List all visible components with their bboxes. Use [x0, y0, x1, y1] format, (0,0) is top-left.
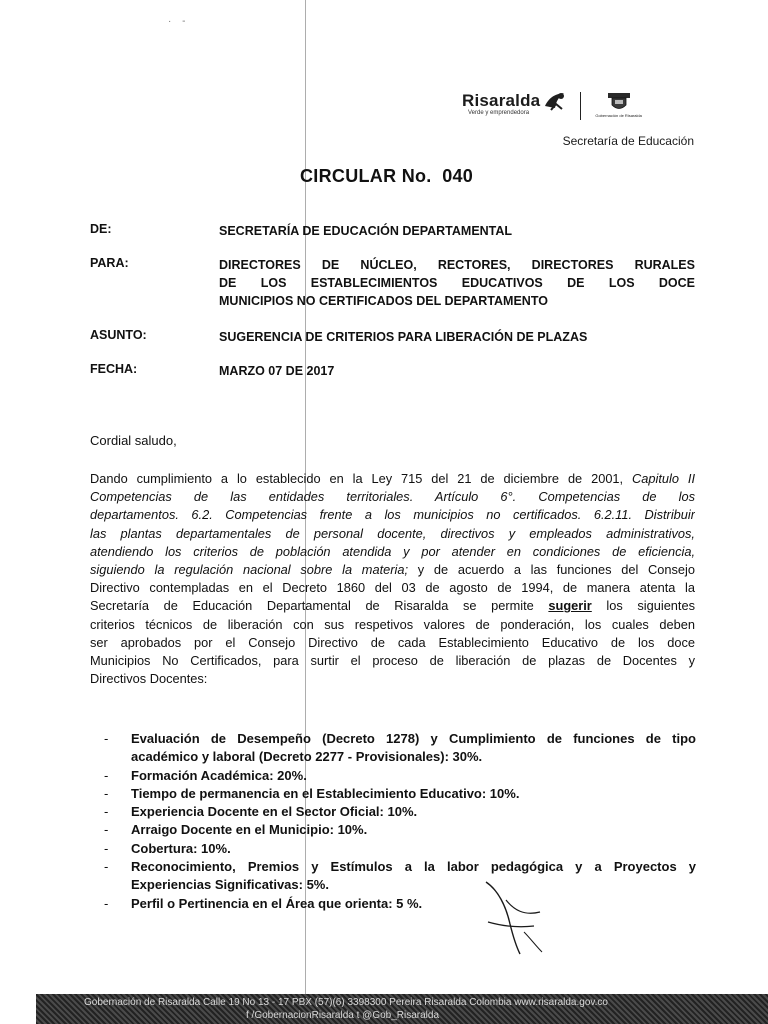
list-item-text: Formación Académica: 20%. [131, 767, 307, 783]
crest-caption: Gobernación de Risaralda [595, 113, 642, 118]
footer-band [36, 994, 768, 1024]
bullet-dash: - [104, 731, 109, 746]
list-item [104, 785, 696, 803]
bullet-dash: - [104, 895, 109, 911]
to-label: PARA: [90, 256, 129, 270]
list-item-text: Cobertura: 10%. [131, 840, 231, 856]
body-line [90, 543, 695, 561]
greeting: Cordial saludo, [90, 433, 177, 448]
list-item-text: Perfil o Pertinencia en el Área que orienta: 5 %. [131, 895, 423, 911]
list-item [104, 895, 696, 913]
footer-social: f /GobernacionRisaralda t @Gob_Risaralda [246, 1010, 440, 1021]
body-line: Municipios No Certificados, para surtir el proceso de liberación de plazas de Docentes y [90, 652, 695, 668]
body-text-italic: Capitulo II [632, 471, 695, 486]
list-item-text [131, 858, 696, 895]
body-text: y de acuerdo a las funciones del Consejo [408, 561, 695, 577]
subject-label: ASUNTO: [90, 328, 147, 342]
body-line [90, 525, 695, 543]
list-item-text: Experiencia Docente en el Sector Oficial: 10%. [131, 804, 418, 820]
body-line [90, 488, 695, 506]
handwritten-signature [480, 876, 550, 956]
body-line [90, 597, 695, 615]
date-label: FECHA: [90, 362, 138, 376]
subject-value: SUGERENCIA DE CRITERIOS PARA LIBERACIÓN DE PLAZAS [219, 330, 588, 344]
list-item-line: académico y laboral (Decreto 2277 - Provisionales): 30%. [131, 749, 483, 765]
bullet-dash: - [104, 859, 109, 875]
circular-title: CIRCULAR No. 040 [300, 166, 474, 186]
to-line: MUNICIPIOS NO CERTIFICADOS DEL DEPARTAMENTO [219, 294, 548, 308]
to-line: DIRECTORES DE NÚCLEO, RECTORES, DIRECTORES RURALES [219, 258, 695, 272]
body-line: Directivo contempladas en el Decreto 1860 del 03 de agosto de 1994, de manera atenta la [90, 580, 695, 596]
bullet-dash: - [104, 767, 109, 783]
to-line: DE LOS ESTABLECIMIENTOS EDUCATIVOS DE LOS DOCE [219, 276, 695, 290]
body-line: Directivos Docentes: [90, 671, 208, 687]
body-text: Secretaría de Educación Departamental de Risaralda se permite [90, 598, 549, 614]
list-item [104, 767, 696, 785]
from-value: SECRETARÍA DE EDUCACIÓN DEPARTAMENTAL [219, 224, 513, 238]
footer-contact: Gobernación de Risaralda Calle 19 No 13 - 17 PBX (57)(6) 3398300 Pereira Risaralda Colombia www.risaralda.gov.co [84, 997, 608, 1008]
logo-figure-icon [542, 90, 568, 112]
list-item [104, 730, 696, 767]
body-text-italic: atendiendo los criterios de población atendida y por atender en condiciones de eficiencia, [90, 543, 695, 559]
body-paragraph [90, 470, 695, 688]
list-item [104, 858, 696, 895]
list-item-line: Experiencias Significativas: 5%. [131, 877, 329, 893]
criteria-list [104, 730, 696, 913]
body-line [90, 561, 695, 579]
body-line: criterios técnicos de liberación con sus respetivos valores de ponderación, los cuales deben [90, 616, 695, 632]
body-text-italic: siguiendo la regulación nacional sobre la materia; [90, 561, 409, 577]
list-item [104, 840, 696, 858]
list-item-text: Arraigo Docente en el Municipio: 10%. [131, 822, 368, 838]
scan-marks: · - [168, 16, 190, 27]
body-text: los siguientes [591, 598, 695, 614]
list-item [104, 803, 696, 821]
list-item-line: Evaluación de Desempeño (Decreto 1278) y Cumplimiento de funciones de tipo [131, 731, 696, 746]
body-text-italic: las plantas departamentales de personal docente, directivos y empleados administrativos, [90, 525, 695, 541]
from-label: DE: [90, 222, 112, 236]
body-text-italic: Competencias de las entidades territoriales. Artículo 6°. Competencias de los [90, 489, 695, 505]
logo-divider [580, 92, 581, 120]
bullet-dash: - [104, 840, 109, 856]
coat-of-arms-logo [595, 92, 641, 118]
body-line: ser aprobados por el Consejo Directivo de cada Establecimiento Educativo de los doce [90, 634, 695, 650]
coat-of-arms-icon [606, 92, 632, 112]
bullet-dash: - [104, 785, 109, 801]
list-item-text: Tiempo de permanencia en el Establecimiento Educativo: 10%. [131, 785, 520, 801]
risaralda-logo [462, 92, 540, 116]
body-line [90, 506, 695, 524]
list-item-text [131, 730, 696, 767]
date-value: MARZO 07 DE 2017 [219, 364, 335, 378]
body-line [90, 470, 695, 488]
bullet-dash: - [104, 804, 109, 820]
list-item-line: Reconocimiento, Premios y Estímulos a la labor pedagógica y a Proyectos y [131, 859, 696, 875]
bullet-dash: - [104, 822, 109, 838]
department-name: Secretaría de Educación [562, 134, 694, 148]
header-logos [462, 92, 642, 120]
to-value [219, 256, 695, 310]
body-text-emphasis: sugerir [548, 598, 592, 614]
logo-wordmark: Risaralda [462, 91, 541, 110]
body-text: Dando cumplimiento a lo establecido en la Ley 715 del 21 de diciembre de 2001, [90, 471, 633, 486]
body-text-italic: departamentos. 6.2. Competencias frente a los municipios no certificados. 6.2.11. Distribuir [90, 507, 695, 523]
list-item [104, 821, 696, 839]
logo-tagline: Verde y emprendedora [468, 110, 530, 116]
